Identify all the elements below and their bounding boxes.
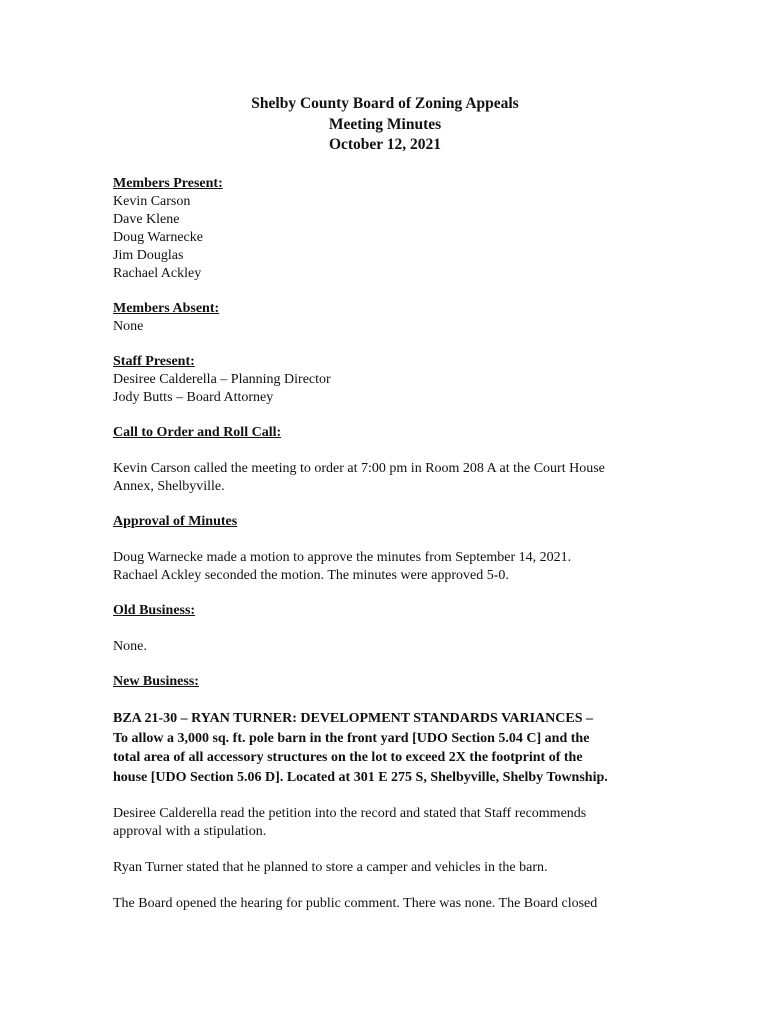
- paragraph-line: Desiree Calderella read the petition into the record and stated that Staff recommends: [113, 806, 587, 821]
- call-to-order-section: [113, 424, 673, 496]
- member-name: Doug Warnecke: [113, 230, 203, 245]
- paragraph-line: Ryan Turner stated that he planned to store a camper and vehicles in the barn.: [113, 860, 548, 875]
- members-absent-section: [113, 300, 673, 336]
- paragraph-line: approval with a stipulation.: [113, 824, 267, 839]
- paragraph-line: Rachael Ackley seconded the motion. The minutes were approved 5-0.: [113, 568, 509, 583]
- paragraph-line: Annex, Shelbyville.: [113, 479, 225, 494]
- member-name: Kevin Carson: [113, 194, 191, 209]
- staff-present-heading: Staff Present:: [113, 354, 195, 369]
- member-name: Dave Klene: [113, 212, 180, 227]
- case-title-line: BZA 21-30 – RYAN TURNER: DEVELOPMENT STANDARDS VARIANCES –: [113, 711, 593, 726]
- call-to-order-heading: Call to Order and Roll Call:: [113, 425, 282, 440]
- paragraph-line: Doug Warnecke made a motion to approve the minutes from September 14, 2021.: [113, 550, 572, 565]
- staff-entry: Desiree Calderella – Planning Director: [113, 372, 331, 387]
- staff-entry: Jody Butts – Board Attorney: [113, 390, 274, 405]
- title-board-name: Shelby County Board of Zoning Appeals: [251, 95, 519, 112]
- approval-of-minutes-heading: Approval of Minutes: [113, 514, 238, 529]
- members-absent-heading: Members Absent:: [113, 301, 220, 316]
- members-absent-value: None: [113, 319, 144, 334]
- old-business-section: [113, 602, 673, 656]
- members-present-heading: Members Present:: [113, 176, 223, 191]
- old-business-value: None.: [113, 639, 147, 654]
- case-title-line: house [UDO Section 5.06 D]. Located at 301 E 275 S, Shelbyville, Shelby Township.: [113, 769, 608, 785]
- old-business-heading: Old Business:: [113, 603, 196, 618]
- members-present-section: [113, 175, 673, 283]
- member-name: Rachael Ackley: [113, 266, 202, 281]
- member-name: Jim Douglas: [113, 248, 184, 263]
- new-business-section: [113, 673, 673, 913]
- case-title-line: To allow a 3,000 sq. ft. pole barn in the front yard [UDO Section 5.04 C] and the: [113, 730, 590, 746]
- document-title: [0, 94, 770, 156]
- approval-of-minutes-section: [113, 513, 673, 585]
- title-date: October 12, 2021: [328, 136, 442, 153]
- paragraph-line: Kevin Carson called the meeting to order at 7:00 pm in Room 208 A at the Court House: [113, 461, 605, 476]
- document-body: [113, 175, 673, 913]
- case-title-line: total area of all accessory structures on the lot to exceed 2X the footprint of the: [113, 750, 583, 765]
- staff-present-section: [113, 353, 673, 407]
- new-business-heading: New Business:: [113, 674, 199, 689]
- case-title-block: [113, 709, 673, 787]
- title-meeting-minutes: Meeting Minutes: [328, 115, 442, 133]
- paragraph-line: The Board opened the hearing for public comment. There was none. The Board closed: [113, 896, 598, 911]
